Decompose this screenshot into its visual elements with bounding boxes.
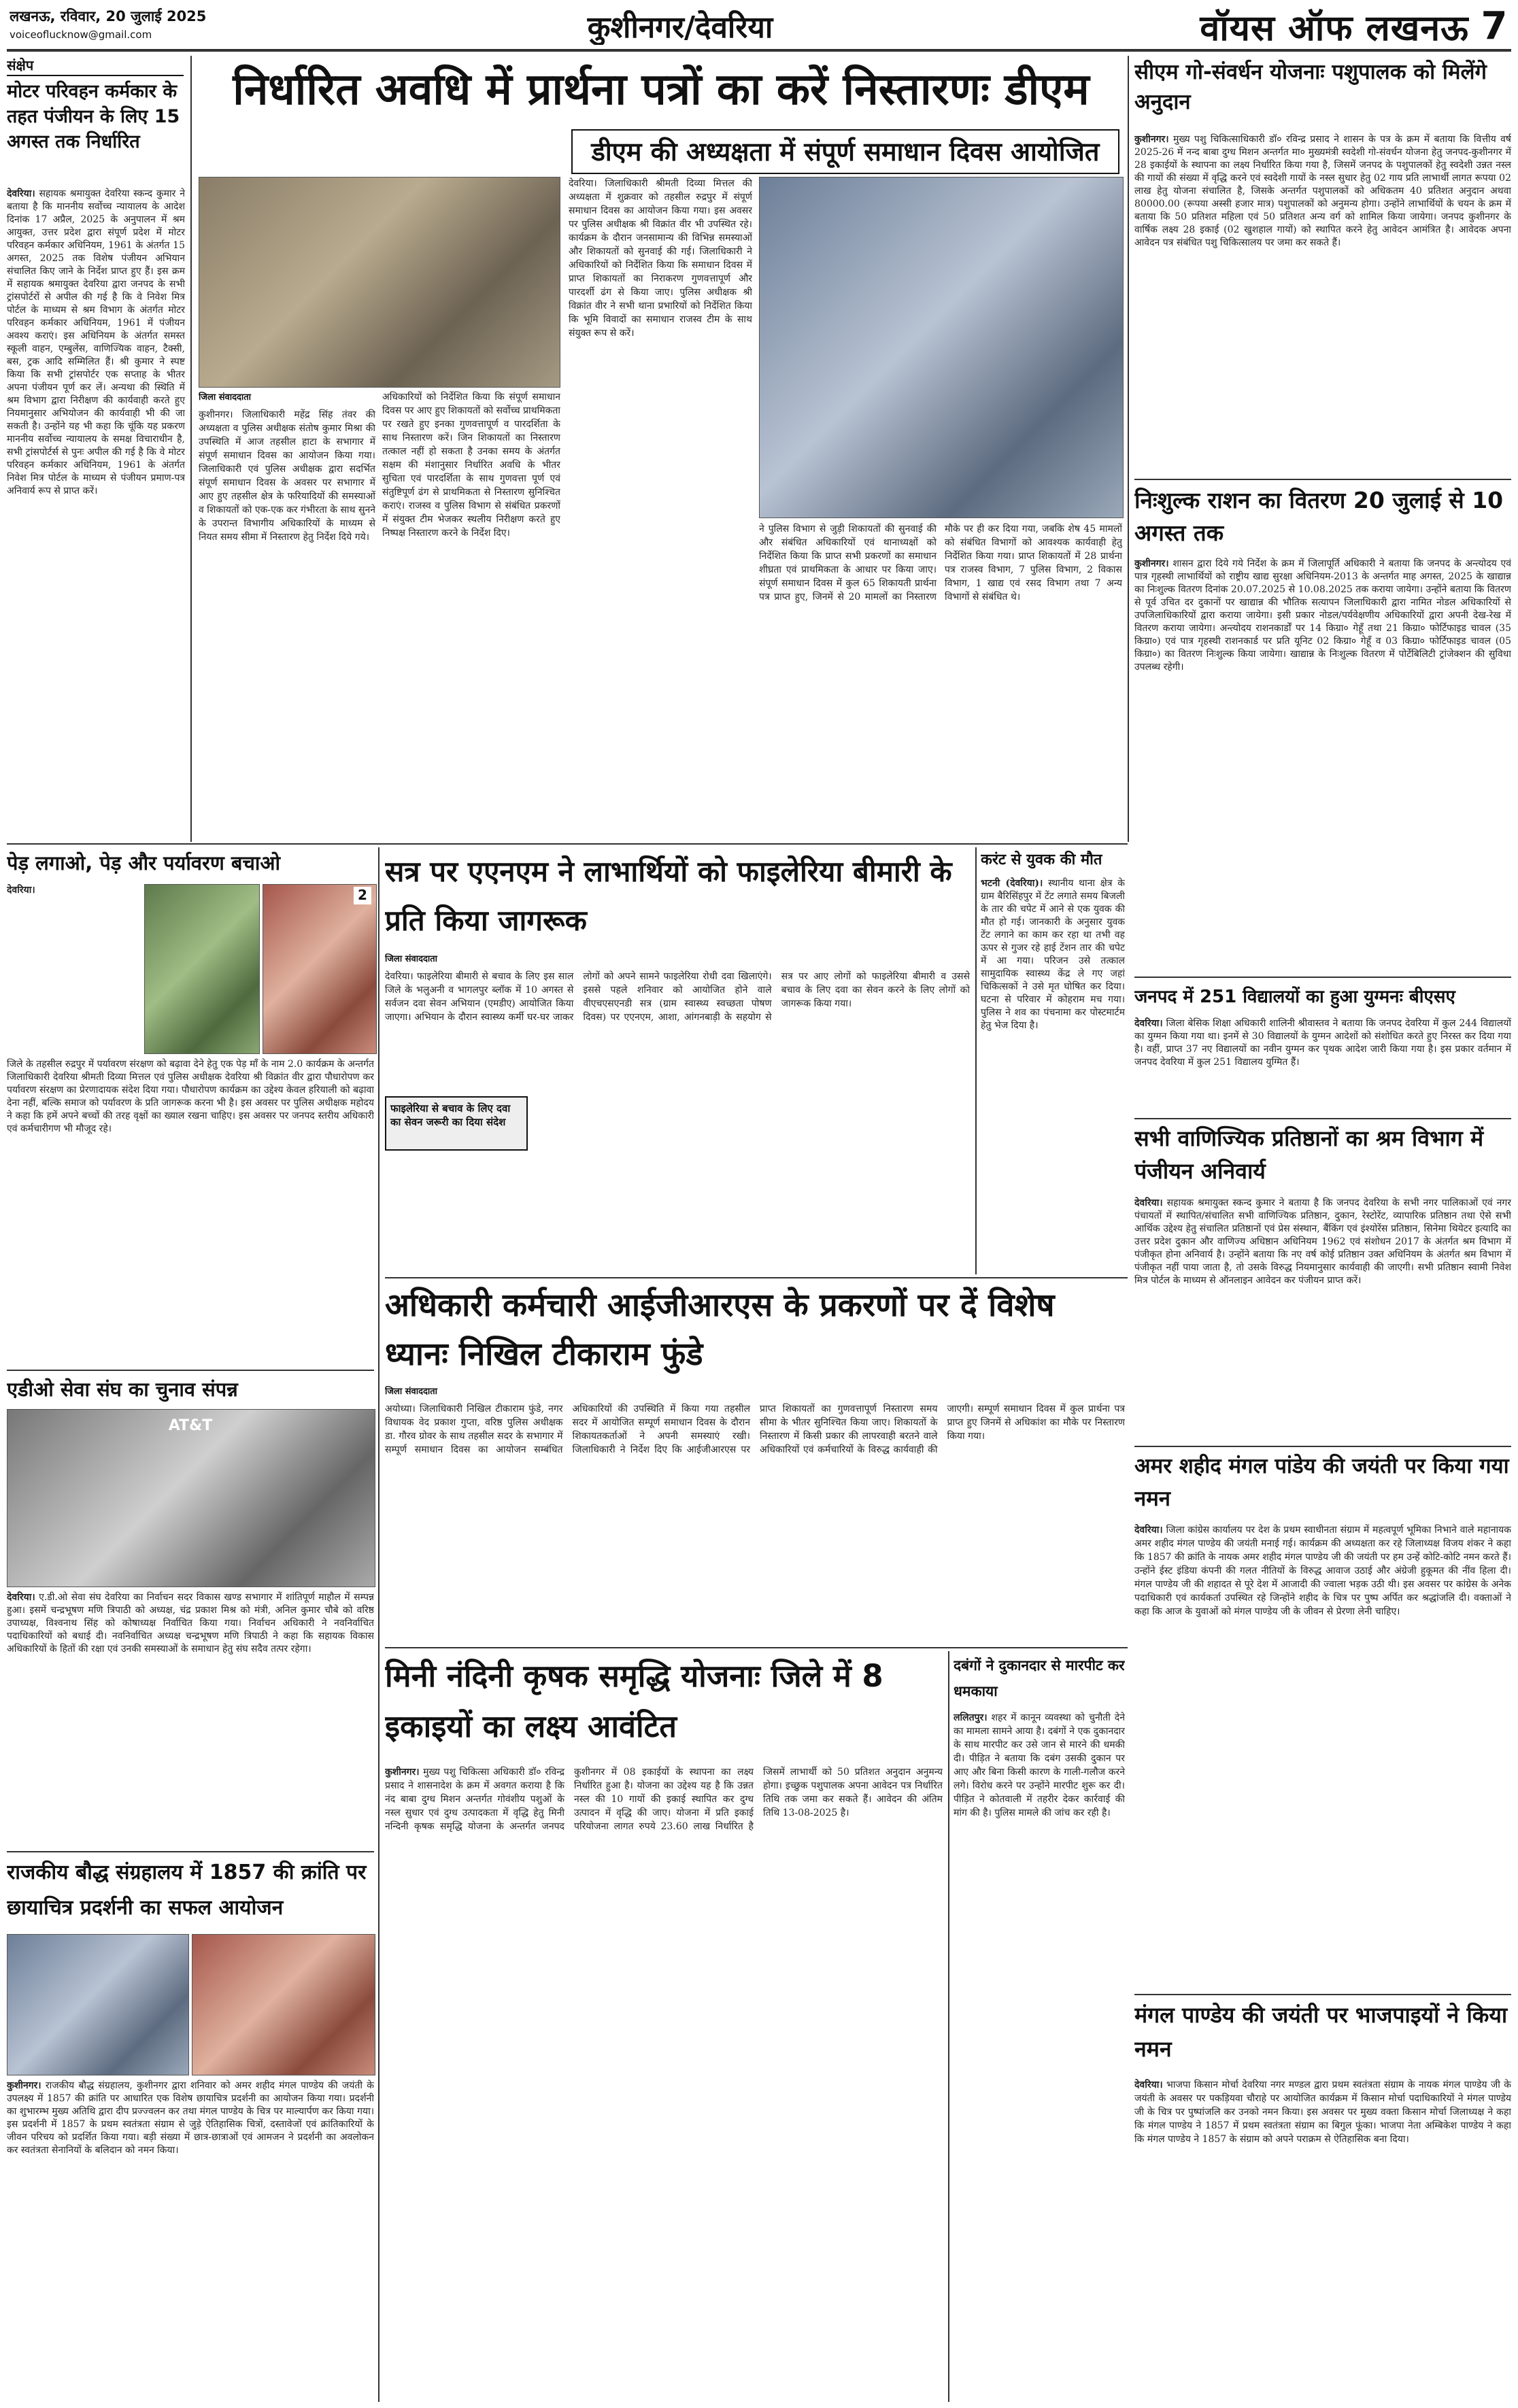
shram-body-text: सहायक श्रमायुक्त स्कन्द कुमार ने बताया है कि जनपद देवरिया के सभी नगर पालिकाओं एवं नगर पंचायतों में स्थापित/संचालित सभी वाणिज्यिक प्रतिष्ठान, दुकान, रेस्टोरेंट, व्यापारिक प्रतिष्ठान तथा ऐसे सभी आर्थिक उद्देश्य हेतु संचालित प्रतिष्ठानों एवं प्रेस संस्थान, बैंकिंग एवं इंश्योरेंस प्रतिष्ठान, सिनेमा थियेटर इत्यादि का उत्तर प्रदेश दुकान और वाणिज्य अधिष्ठान अधिनियम 1962 एवं संशोधन 2017 के अंतर्गत श्रम विभाग में पंजीकृत होना अनिवार्य है। उन्होंने बताया कि नए वर्ष कोई प्रतिष्ठान उक्त अधिनियम के अंतर्गत श्रम विभाग में पंजीकृत नहीं पाया जाता है, तो उसके विरुद्ध नियमानुसार कार्यवाही की जाएगी। सभी प्रतिष्ठान स्वामी निवेश मित्र पोर्टल के माध्यम से ऑनलाइन आवेदन कर पंजीयन प्राप्त करें।: [1134, 1198, 1511, 1286]
nandini-dateline: कुशीनगर।: [385, 1767, 420, 1778]
masthead-date: लखनऊ, रविवार, 20 जुलाई 2025: [10, 8, 207, 24]
ped-headline: पेड़ लगाओ, पेड़ और पर्यावरण बचाओ: [7, 851, 281, 875]
pashupalak-headline: सीएम गो-संवर्धन योजनाः पशुपालक को मिलेंगे अनुदान: [1134, 60, 1487, 114]
yugma-dateline: देवरिया।: [1134, 1018, 1163, 1029]
sankshep-rule: [190, 56, 192, 842]
masthead-email[interactable]: voiceoflucknow@gmail.com: [10, 29, 152, 41]
ration-body-text: शासन द्वारा दिये गये निर्देश के क्रम में जिलापूर्ति अधिकारी ने बताया कि जनपद के अन्त्योदय एवं पात्र गृहस्थी लाभार्थियों को राष्ट्रीय खाद्य सुरक्षा अधिनियम-2013 के अन्तर्गत माह अगस्त, 2025 के खाद्यान्न का निःशुल्क वितरण दिनांक 20.07.2025 से 10.08.2025 तक कराया जायेगा। उन्होंने बताया कि वितरण से पूर्व उचित दर दुकानों पर खाद्यान्न की भौतिक सत्यापन जिलाधिकारी द्वारा नामित नोडल अधिकारियों से उपजिलाधिकारियों द्वारा कराया जायेगा। इसी प्रकार नोडल/पर्यवेक्षणीय अधिकारियों द्वारा अपनी देख-रेख में वितरण कराया जायेगा। अन्त्योदय राशनकार्डों पर 14 किग्रा० गेहूँ तथा 21 किग्रा० फोर्टिफाइड चावल (35 किग्रा०) एवं पात्र गृहस्थी राशनकार्ड पर प्रति यूनिट 02 किग्रा० गेहूँ व 03 किग्रा० फोर्टिफाइड चावल (05 किग्रा०) का वितरण निःशुल्क किया जायेगा। खाद्यान्न के निःशुल्क वितरण में पोर्टेबिलिटी ट्रांजेक्शन की सुविधा उपलब्ध रहेगी।: [1134, 558, 1511, 673]
ado-rule: [7, 1851, 374, 1852]
sankshep-dateline: देवरिया।: [7, 188, 35, 199]
bauddh-body: [7, 2080, 374, 2402]
ration-headline: निःशुल्क राशन का वितरण 20 जुलाई से 10 अगस्त तक: [1134, 487, 1504, 546]
bauddh-photo-2: [192, 1934, 375, 2075]
ped-intro: [7, 884, 140, 1053]
shram-dateline: देवरिया।: [1134, 1198, 1163, 1208]
ration-rule: [1134, 977, 1511, 978]
dm-headline: निर्धारित अवधि में प्रार्थना पत्रों का करें निस्तारणः डीएम: [233, 65, 1090, 115]
bjp-mangal-dateline: देवरिया।: [1134, 2080, 1163, 2090]
current-body-text: स्थानीय थाना क्षेत्र के ग्राम बैरिसिंहपुर में टेंट लगाते समय बिजली के तार की चपेट में आने से एक युवक की मौत हो गई। जानकारी के अनुसार युवक टेंट लगाने का काम कर रहा था तभी वह ऊपर से गुजर रहे हाई टेंशन तार की चपेट में आ गया। परिजन उसे तत्काल सामुदायिक स्वास्थ्य केंद्र ले गए जहां चिकित्सकों ने उसे मृत घोषित कर दिया। घटना से परिवार में कोहराम मच गया। पुलिस ने शव का पंचनामा कर पोस्टमार्टम हेतु भेज दिया है।: [981, 878, 1125, 1031]
mangal-body-text: जिला कांग्रेस कार्यालय पर देश के प्रथम स्वाधीनता संग्राम में महत्वपूर्ण भूमिका निभाने वाले महानायक अमर शहीद मंगल पाण्डेय की जयंती मनाई गई। कार्यक्रम की अध्यक्षता कर रहे जिलाध्यक्ष विजय शंकर ने कहा कि 1857 की क्रांति के नायक अमर शहीद मंगल पाण्डेय जी की जयंती पर हम उन्हें कोटि-कोटि नमन करते हैं। उन्होंने ईस्ट इंडिया कंपनी की गलत नीतियों के विरुद्ध आवाज उठाई और अंग्रेजी हुकूमत की नींव हिला दी। मंगल पाण्डेय जी की शहादत से पूरे देश में आजादी की ज्वाला भड़क उठी थी। इस अवसर पर कांग्रेस के अनेक पदाधिकारी एवं कार्यकर्ता उपस्थित रहे जिन्होंने शहीद के चित्र पर पुष्प अर्पित कर श्रद्धांजलि दी। वक्ताओं ने कहा कि आज के युवाओं को मंगल पाण्डेय जी के जीवन से प्रेरणा लेनी चाहिए।: [1134, 1525, 1511, 1617]
ado-banner: AT&T: [168, 1417, 213, 1434]
mid-rule: [7, 843, 1128, 845]
current-headline: करंट से युवक की मौत: [981, 851, 1102, 868]
dabang-body-text: शहर में कानून व्यवस्था को चुनौती देने का मामला सामने आया है। दबंगों ने एक दुकानदार के साथ मारपीट कर उसे जान से मारने की धमकी दी। पीड़ित ने बताया कि दबंग उसकी दुकान पर आए और बिना किसी कारण के गाली-गलौज करने लगे। विरोध करने पर उन्होंने मारपीट शुरू कर दी। पीड़ित ने कोतवाली में तहरीर देकर कार्रवाई की मांग की है। पुलिस मामले की जांच कर रही है।: [954, 1712, 1125, 1818]
igrs-body: अयोध्या। जिलाधिकारी निखिल टीकाराम फुंडे, नगर विधायक वेद प्रकाश गुप्ता, वरिष्ठ पुलिस अधीक्षक डा. गौरव ग्रोवर के साथ तहसील सदर के सभागार में सम्पूर्ण समाधान दिवस का आयोजन सम्बंधित अधिकारियों की उपस्थिति में किया गया तहसील सदर में आयोजित सम्पूर्ण समाधान दिवस के दौरान शिकायतकर्ताओं ने अपनी समस्याएं रखी। जिलाधिकारी ने निर्देश दिए कि आईजीआरएस पर प्राप्त शिकायतों का गुणवत्तापूर्ण निस्तारण समय सीमा के भीतर सुनिश्चित किया जाए। शिकायतों के निस्तारण में किसी प्रकार की लापरवाही बरतने वाले अधिकारियों एवं कर्मचारियों के विरुद्ध कार्यवाही की जाएगी। सम्पूर्ण समाधान दिवस में कुल प्रार्थना पत्र प्राप्त हुए जिनमें से अधिकांश का मौके पर निस्तारण किया गया।: [385, 1404, 1125, 1455]
ped-photo-2: [263, 884, 377, 1054]
sankshep-label: संक्षेप: [7, 56, 184, 76]
mangal-body: [1134, 1523, 1511, 1990]
ped-photo-number: 2: [354, 887, 371, 904]
nandini-body: [385, 1765, 943, 2402]
yugma-rule: [1134, 1118, 1511, 1119]
bjp-mangal-headline: मंगल पाण्डेय की जयंती पर भाजपाइयों ने किया नमन: [1134, 2002, 1508, 2062]
nandini-headline: मिनी नंदिनी कृषक समृद्धि योजनाः जिले में 8 इकाइयों का लक्ष्य आवंटित: [385, 1658, 883, 1744]
igrs-rule: [385, 1647, 1128, 1648]
ration-dateline: कुशीनगर।: [1134, 558, 1169, 569]
left-vrule: [378, 847, 380, 2402]
nandini-body-text: मुख्य पशु चिकित्सा अधिकारी डॉ० रविन्द्र प्रसाद ने शासनादेश के क्रम में अवगत कराया है कि नंद बाबा दुग्ध मिशन अन्तर्गत गोवंशीय पशुओं के नस्ल सुधार एवं दुग्ध उत्पादकता में वृद्धि हेतु मिनी नन्दिनी कृषक समृद्धि योजना के अन्तर्गत जनपद कुशीनगर में 08 इकाईयों के स्थापना का लक्ष्य निर्धारित हुआ है। योजना का उद्देश्य यह है कि उन्नत नस्ल की 10 गायों की इकाई स्थापित कर दुग्ध उत्पादन में वृद्धि की जाए। योजना में प्रति इकाई परियोजना लागत रुपये 23.60 लाख निर्धारित है जिसमें लाभार्थी को 50 प्रतिशत अनुदान अनुमन्य होगा। इच्छुक पशुपालक अपना आवेदन पत्र निर्धारित तिथि तक जमा कर सकते हैं। आवेदन की अंतिम तिथि 13-08-2025 है।: [385, 1767, 943, 1832]
sankshep-body-text: सहायक श्रमायुक्त देवरिया स्कन्द कुमार ने बताया है कि माननीय सर्वोच्च न्यायालय के आदेश दिनांक 17 अप्रैल, 2025 के अनुपालन में श्रम आयुक्त, उत्तर प्रदेश द्वारा संपूर्ण प्रदेश में मोटर परिवहन कर्मकार अधिनियम, 1961 के अंतर्गत 15 अगस्त, 2025 तक विशेष पंजीयन अभियान संचालित किए जाने के निर्देश प्राप्त हुए हैं। इस क्रम में सहायक श्रमायुक्त देवरिया द्वारा जनपद के सभी ट्रांसपोर्टरों से अपील की गई है कि वे निवेश मित्र पोर्टल के माध्यम से श्रम विभाग के अंतर्गत मोटर परिवहन कर्मकार अधिनियम, 1961 में पंजीयन अवश्य कराएं। इस अधिनियम के अंतर्गत समस्त स्कूली वाहन, एम्बुलेंस, वाणिज्यिक वाहन, टैक्सी, बस, ट्रक आदि सम्मिलित हैं। श्री कुमार ने स्पष्ट किया कि सभी ट्रांसपोर्टर एक सप्ताह के भीतर अपना पंजीयन पूर्ण कर लें। अन्यथा की स्थिति में श्रम विभाग द्वारा निरीक्षण की कार्यवाही करते हुए नियमानुसार अभियोजन की कार्यवाही भी की जा सकती है। उन्होंने यह भी कहा कि चूंकि यह प्रकरण माननीय सर्वोच्च न्यायालय के समक्ष विचाराधीन है, सभी ट्रांसपोर्टर्स से पुनः अपील की गई है कि वे मोटर परिवहन कर्मकार अधिनियम, 1961 के अंतर्गत निवेश मित्र पोर्टल के माध्यम से पंजीयन प्रमाण-पत्र अनिवार्य रूप से प्राप्त करें।: [7, 188, 185, 496]
ration-body: [1134, 558, 1511, 972]
sankshep-headline: मोटर परिवहन कर्मकार के तहत पंजीयन के लिए 15 अगस्त तक निर्धारित: [7, 81, 180, 152]
mangal-rule: [1134, 1994, 1511, 1995]
current-vrule: [975, 847, 977, 1274]
ped-body: जिले के तहसील रुद्रपुर में पर्यावरण संरक्षण को बढ़ावा देने हेतु एक पेड़ माँ के नाम 2.0 कार्यक्रम के अन्तर्गत जिलाधिकारी देवरिया श्रीमती दिव्या मित्तल एवं पुलिस अधीक्षक देवरिया श्री विक्रांत वीर द्वारा पौधारोपण कर पर्यावरण संरक्षण का प्रेरणादायक संदेश दिया गया। पौधारोपण कार्यक्रम का उद्देश्य केवल हरियाली को बढ़ावा देना नहीं, बल्कि समाज को पर्यावरण के प्रति जागरूक करना भी है। इस अवसर पर पुलिस अधीक्षक महोदय ने कहा कि हमें अपने बच्चों की तरह वृक्षों का ख्याल रखना चाहिए। इस अवसर पर जनपद स्तरीय अधिकारी एवं कर्मचारीगण भी मौजूद रहे।: [7, 1059, 374, 1134]
yugma-body: [1134, 1017, 1511, 1114]
shram-headline: सभी वाणिज्यिक प्रतिष्ठानों का श्रम विभाग में पंजीयन अनिवार्य: [1134, 1125, 1484, 1184]
filaria-box: फाइलेरिया से बचाव के लिए दवा का सेवन जरूरी का दिया संदेश: [385, 1096, 528, 1151]
ado-body-text: ए.डी.ओ सेवा संघ देवरिया का निर्वाचन सदर विकास खण्ड सभागार में शांतिपूर्ण माहौल में सम्पन्न हुआ। इसमें चन्द्रभूषण मणि त्रिपाठी को अध्यक्ष, चंद्र प्रकाश मिश्र को मंत्री, अनिल कुमार चौबे को वरिष्ठ उपाध्यक्ष, विश्वनाथ सिंह को कोषाध्यक्ष निर्वाचित किया गया। निर्वाचन अधिकारी ने नवनिर्वाचित पदाधिकारियों को बधाई दी। नवनिर्वाचित अध्यक्ष चन्द्रभूषण मणि त्रिपाठी ने कहा कि सहायक विकास अधिकारियों के हितों की रक्षा एवं उनकी समस्याओं के समाधान हेतु संघ सदैव तत्पर रहेगा।: [7, 1592, 374, 1655]
dm-byline: जिला संवाददाता: [199, 392, 252, 403]
bauddh-photo-1: [7, 1934, 189, 2075]
bauddh-headline: राजकीय बौद्ध संग्रहालय में 1857 की क्रांति पर छायाचित्र प्रदर्शनी का सफल आयोजन: [7, 1861, 367, 1920]
dabang-dateline: ललितपुर।: [954, 1712, 988, 1723]
pashupalak-body-text: मुख्य पशु चिकित्साधिकारी डॉ० रविन्द्र प्रसाद ने शासन के पत्र के क्रम में बताया कि वित्तीय वर्ष 2025-26 में नन्द बाबा दुग्ध मिशन अन्तर्गत मा० मुख्यमंत्री स्वदेशी गो-संवर्धन योजना हेतु जनपद-कुशीनगर में 28 इकाईयों के स्थापना का लक्ष्य निर्धारित किया गया है, जिसमें जनपद के पशुपालकों हेतु स्वदेशी उन्नत नस्ल की गायों की संख्या में वृद्धि करने एवं स्वदेशी गायों के नस्ल सुधार हेतु 02 गाय प्रति लाभार्थी लागत रूपया 02 लाख हेतु योजना संचालित है, जिसके अन्तर्गत पशुपालकों को अधिकतम 40 प्रतिशत अनुदान अथवा 80000.00 (रूपया अस्सी हजार मात्र) पशुपालकों को अनुमन्य होगा। उन्होंने लाभार्थियों के चयन के क्रम में बताया कि 50 प्रतिशत महिला एवं 50 प्रतिशत अन्य वर्ग को शामिल किया जायेगा। जनपद कुशीनगर के वार्षिक लक्ष्य 28 इकाई (02 खुशहाल गायों) को स्थापित करने हेतु आवेदन आमंत्रित है। आवेदक अपना आवेदन पत्र संबंधित पशु चिकित्सालय पर जमा कर सकते हैं।: [1134, 134, 1511, 248]
filaria-body: देवरिया। फाइलेरिया बीमारी से बचाव के लिए इस साल जिले के भलुअनी व भागलपुर ब्लॉक में 10 अगस्त से सर्वजन दवा सेवन अभियान (एमडीए) आयोजित किया जाएगा। अभियान के दौरान स्वास्थ्य कर्मी घर-घर जाकर लोगों को अपने सामने फाइलेरिया रोधी दवा खिलाएंगे। इससे पहले शनिवार को आयोजित होने वाले वीएचएसएनडी सत्र (ग्राम स्वास्थ्य स्वच्छता पोषण दिवस) पर एएनएम, आशा, आंगनबाड़ी के सहयोग से सत्र पर आए लोगों को फाइलेरिया बीमारी व उससे बचाव के लिए दवा का सेवन करने के लिए लोगों को जागरूक किया गया।: [385, 971, 970, 1023]
shram-body: [1134, 1197, 1511, 1442]
dm-subhead: डीएम की अध्यक्षता में संपूर्ण समाधान दिवस आयोजित: [571, 129, 1119, 174]
dabang-body: [954, 1711, 1125, 2402]
ado-headline: एडीओ सेवा संघ का चुनाव संपन्न: [7, 1378, 238, 1401]
brand-logo: वॉयस ऑफ लखनऊ: [1200, 8, 1469, 48]
pashupalak-body: [1134, 133, 1511, 476]
bjp-mangal-body: [1134, 2078, 1511, 2402]
igrs-byline: जिला संवाददाता: [385, 1387, 438, 1397]
ado-dateline: देवरिया।: [7, 1592, 35, 1603]
igrs-headline: अधिकारी कर्मचारी आईजीआरएस के प्रकरणों पर दें विशेष ध्यानः निखिल टीकाराम फुंडे: [385, 1287, 1055, 1373]
dm-col3: देवरिया। जिलाधिकारी श्रीमती दिव्या मित्तल की अध्यक्षता में शुक्रवार को तहसील रुद्रपुर में संपूर्ण समाधान दिवस का आयोजन किया गया। इस अवसर पर पुलिस अधीक्षक श्री विक्रांत वीर भी उपस्थित रहे। कार्यक्रम के दौरान जनसामान्य की विभिन्न समस्याओं और शिकायतों को सुनवाई की गई। जिलाधिकारी ने अधिकारियों को निर्देशित किया कि समाधान दिवस में प्राप्त शिकायतों का निराकरण गुणवत्तापूर्ण और पारदर्शी ढंग से किया जाए। पुलिस अधीक्षक श्री विक्रांत वीर ने सभी थाना प्रभारियों को निर्देशित किया कि भूमि विवादों का समाधान राजस्व टीम के साथ संयुक्त रूप से करें।: [569, 178, 752, 339]
sankshep-body: [7, 188, 185, 838]
shram-rule: [1134, 1446, 1511, 1447]
bauddh-body-text: राजकीय बौद्ध संग्रहालय, कुशीनगर द्वारा शनिवार को अमर शहीद मंगल पाण्डेय की जयंती के उपलक्ष्य में 1857 की क्रांति पर आधारित एक विशेष छायाचित्र प्रदर्शनी का आयोजन किया गया। प्रदर्शनी का शुभारम्भ मुख्य अतिथि द्वारा दीप प्रज्ज्वलन कर तथा मंगल पाण्डेय के चित्र पर माल्यार्पण कर किया गया। इस प्रदर्शनी में 1857 के प्रथम स्वतंत्रता संग्राम से जुड़े ऐतिहासिक चित्रों, दस्तावेजों एवं क्रांतिकारियों के जीवन परिचय को प्रदर्शित किया गया। बड़ी संख्या में छात्र-छात्राओं एवं आमजन ने प्रदर्शनी का अवलोकन कर स्वतंत्रता सेनानियों के बलिदान को नमन किया।: [7, 2080, 374, 2156]
filaria-headline: सत्र पर एएनएम ने लाभार्थियों को फाइलेरिया बीमारी के प्रति किया जागरूक: [385, 855, 952, 937]
dm-col2: अधिकारियों को निर्देशित किया कि संपूर्ण समाधान दिवस पर आए हुए शिकायतों को सर्वोच्च प्राथमिकता पर रखते हुए इनका गुणवत्तापूर्ण व पारदर्शिता के साथ निस्तारण करें। जिन शिकायतों का निस्तारण तत्काल नहीं हो सकता है उनका समय के अंतर्गत सक्षम की मंशानुसार निर्धारित अवधि के भीतर सुचिता एवं पारदर्शिता के साथ गुणवत्ता पूर्ण एवं संतुष्टिपूर्ण ढंग से प्राथमिकता से निस्तारण सुनिश्चित कराएं। राजस्व व पुलिस विभाग से संबंधित प्रकरणों में संयुक्त टीम भेजकर स्थलीय निरीक्षण करते हुए निष्पक्ष निस्तारण करने के निर्देश दिए।: [382, 392, 560, 539]
dm-photo-deoria: [759, 177, 1124, 518]
filaria-rule: [385, 1277, 1128, 1278]
filaria-byline: जिला संवाददाता: [385, 954, 438, 964]
dabang-headline: दबंगों ने दुकानदार से मारपीट कर धमकाया: [954, 1657, 1125, 1699]
ped-photo-1: [144, 884, 260, 1054]
section-title: कुशीनगर/देवरिया: [587, 10, 773, 45]
dabang-vrule: [948, 1651, 949, 2402]
bauddh-dateline: कुशीनगर।: [7, 2080, 41, 2091]
masthead-rule: [7, 49, 1511, 52]
ped-rule: [7, 1370, 374, 1371]
dm-photo-kushinagar: [199, 177, 560, 388]
ped-dateline: देवरिया।: [7, 885, 35, 896]
pashupalak-dateline: कुशीनगर।: [1134, 134, 1169, 145]
mangal-headline: अमर शहीद मंगल पांडेय की जयंती पर किया गया नमन: [1134, 1454, 1509, 1511]
current-body: [981, 877, 1125, 1273]
bjp-mangal-body-text: भाजपा किसान मोर्चा देवरिया नगर मण्डल द्वारा प्रथम स्वतंत्रता संग्राम के नायक मंगल पाण्डेय जी के जयंती के अवसर पर पकड़ियवा चौराहे पर आयोजित कार्यक्रम में किसान मोर्चा पदाधिकारियों ने मंगल पाण्डेय जी के चित्र पर पुष्पांजलि कर उनको नमन किया। इस अवसर पर मुख्य वक्ता किसान मोर्चा जिलाध्यक्ष ने कहा कि मंगल पाण्डेय ने 1857 में प्रथम स्वतंत्रता संग्राम का बिगुल फूंका। भाजपा नेता अम्बिकेश पाण्डेय ने कहा कि मंगल पाण्डेय ने 1857 के संग्राम को अपने पराक्रम से ऐतिहासिक बना दिया।: [1134, 2080, 1511, 2145]
yugma-body-text: जिला बेसिक शिक्षा अधिकारी शालिनी श्रीवास्तव ने बताया कि जनपद देवरिया में कुल 244 विद्यालयों का युग्मन किया गया था। इनमें से 30 विद्यालयों के युग्मन आदेशों को संशोधित करते हुए निरस्त कर दिया गया है। वहीं, प्राप्त 37 नए विद्यालयों का नवीन युग्मन कर पृथक आदेश जारी किया गया है। इस प्रकार वर्तमान में जनपद देवरिया में कुल 251 विद्यालय युग्मित हैं।: [1134, 1018, 1511, 1068]
mangal-dateline: देवरिया।: [1134, 1525, 1163, 1536]
yugma-headline: जनपद में 251 विद्यालयों का हुआ युग्मनः बीएसए: [1134, 987, 1455, 1007]
current-dateline: भटनी (देवरिया)।: [981, 878, 1043, 889]
dm-col4: ने पुलिस विभाग से जुड़ी शिकायतों की सुनवाई की और संबंधित अधिकारियों एवं थानाध्यक्षों को निर्देशित किया कि प्राप्त सभी प्रकरणों का समाधान शीघ्रता एवं प्राथमिकता के आधार पर किया जाए। संपूर्ण समाधान दिवस में कुल 65 शिकायती प्रार्थना पत्र प्राप्त हुए, जिनमें से 20 मामलों का निस्तारण मौके पर ही कर दिया गया, जबकि शेष 45 मामलों को संबंधित विभागों को आवश्यक कार्यवाही हेतु निर्देशित किया गया। प्राप्त शिकायतों में 28 प्रार्थना पत्र राजस्व विभाग, 7 पुलिस विभाग, 2 विकास विभाग, 1 खाद्य एवं रसद विभाग तथा 7 अन्य विभागों से संबंधित थे।: [759, 524, 1122, 603]
page-number: 7: [1481, 4, 1508, 48]
pashupalak-rule: [1134, 479, 1511, 480]
dm-col1: कुशीनगर। जिलाधिकारी महेंद्र सिंह तंवर की अध्यक्षता व पुलिस अधीक्षक संतोष कुमार मिश्रा की उपस्थिति में आज तहसील हाटा के सभागार में संपूर्ण समाधान दिवस का आयोजन किया गया। जिलाधिकारी एवं पुलिस अधीक्षक द्वारा सदर्भित संपूर्ण समाधान दिवस के अवसर पर सभागार में आए हुए तहसील क्षेत्र के फरियादियों की समस्याओं व शिकायतों को एक-एक कर गंभीरता के साथ सुनने के उपरान्त विभागीय अधिकारियों के माध्यम से नियत समय सीमा में निस्तारण हेतु निर्देश दिये गये।: [199, 409, 375, 543]
dm-rule: [1128, 56, 1129, 842]
ado-body: [7, 1591, 374, 1847]
